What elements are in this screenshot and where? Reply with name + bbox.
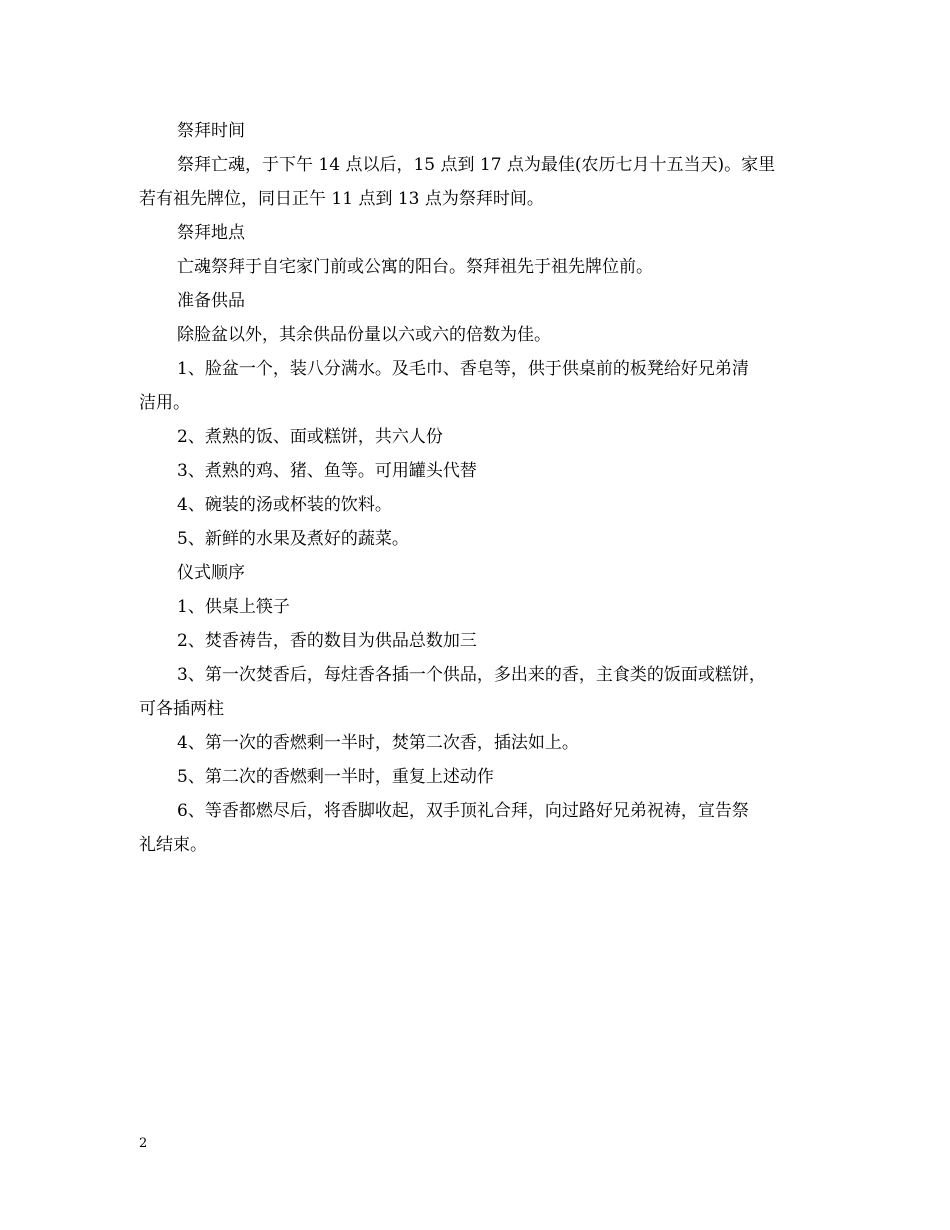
list-item-line: 4、碗装的汤或杯装的饮料。 xyxy=(177,495,392,515)
list-item-line: 可各插两柱 xyxy=(139,699,224,719)
list-item-line: 1、脸盆一个，装八分满水。及毛巾、香皂等，供于供桌前的板凳给好兄弟清 xyxy=(177,359,749,379)
list-item-line: 6、等香都燃尽后，将香脚收起，双手顶礼合拜，向过路好兄弟祝祷，宣告祭 xyxy=(177,801,749,821)
section-heading-time: 祭拜时间 xyxy=(177,121,245,141)
section-heading-ritual: 仪式顺序 xyxy=(177,563,245,583)
list-item-line: 礼结束。 xyxy=(139,835,207,855)
paragraph-line: 祭拜亡魂，于下午 14 点以后，15 点到 17 点为最佳(农历七月十五当天)。家里 xyxy=(177,155,776,175)
section-heading-offerings: 准备供品 xyxy=(177,291,245,311)
page-number: 2 xyxy=(139,1136,148,1151)
paragraph-line: 若有祖先牌位，同日正午 11 点到 13 点为祭拜时间。 xyxy=(139,189,544,209)
list-item-line: 5、新鲜的水果及煮好的蔬菜。 xyxy=(177,529,409,549)
list-item-line: 3、煮熟的鸡、猪、鱼等。可用罐头代替 xyxy=(177,461,477,481)
list-item-line: 2、煮熟的饭、面或糕饼，共六人份 xyxy=(177,427,443,447)
section-heading-place: 祭拜地点 xyxy=(177,223,245,243)
paragraph-line: 亡魂祭拜于自宅家门前或公寓的阳台。祭拜祖先于祖先牌位前。 xyxy=(177,257,653,277)
list-item-line: 2、焚香祷告，香的数目为供品总数加三 xyxy=(177,631,477,651)
list-item-line: 洁用。 xyxy=(139,393,190,413)
list-item-line: 1、供桌上筷子 xyxy=(177,597,290,617)
list-item-line: 3、第一次焚香后，每炷香各插一个供品，多出来的香，主食类的饭面或糕饼， xyxy=(177,665,766,685)
list-item-line: 5、第二次的香燃剩一半时，重复上述动作 xyxy=(177,767,494,787)
list-item-line: 4、第一次的香燃剩一半时，焚第二次香，插法如上。 xyxy=(177,733,579,753)
paragraph-line: 除脸盆以外，其余供品份量以六或六的倍数为佳。 xyxy=(177,325,551,345)
